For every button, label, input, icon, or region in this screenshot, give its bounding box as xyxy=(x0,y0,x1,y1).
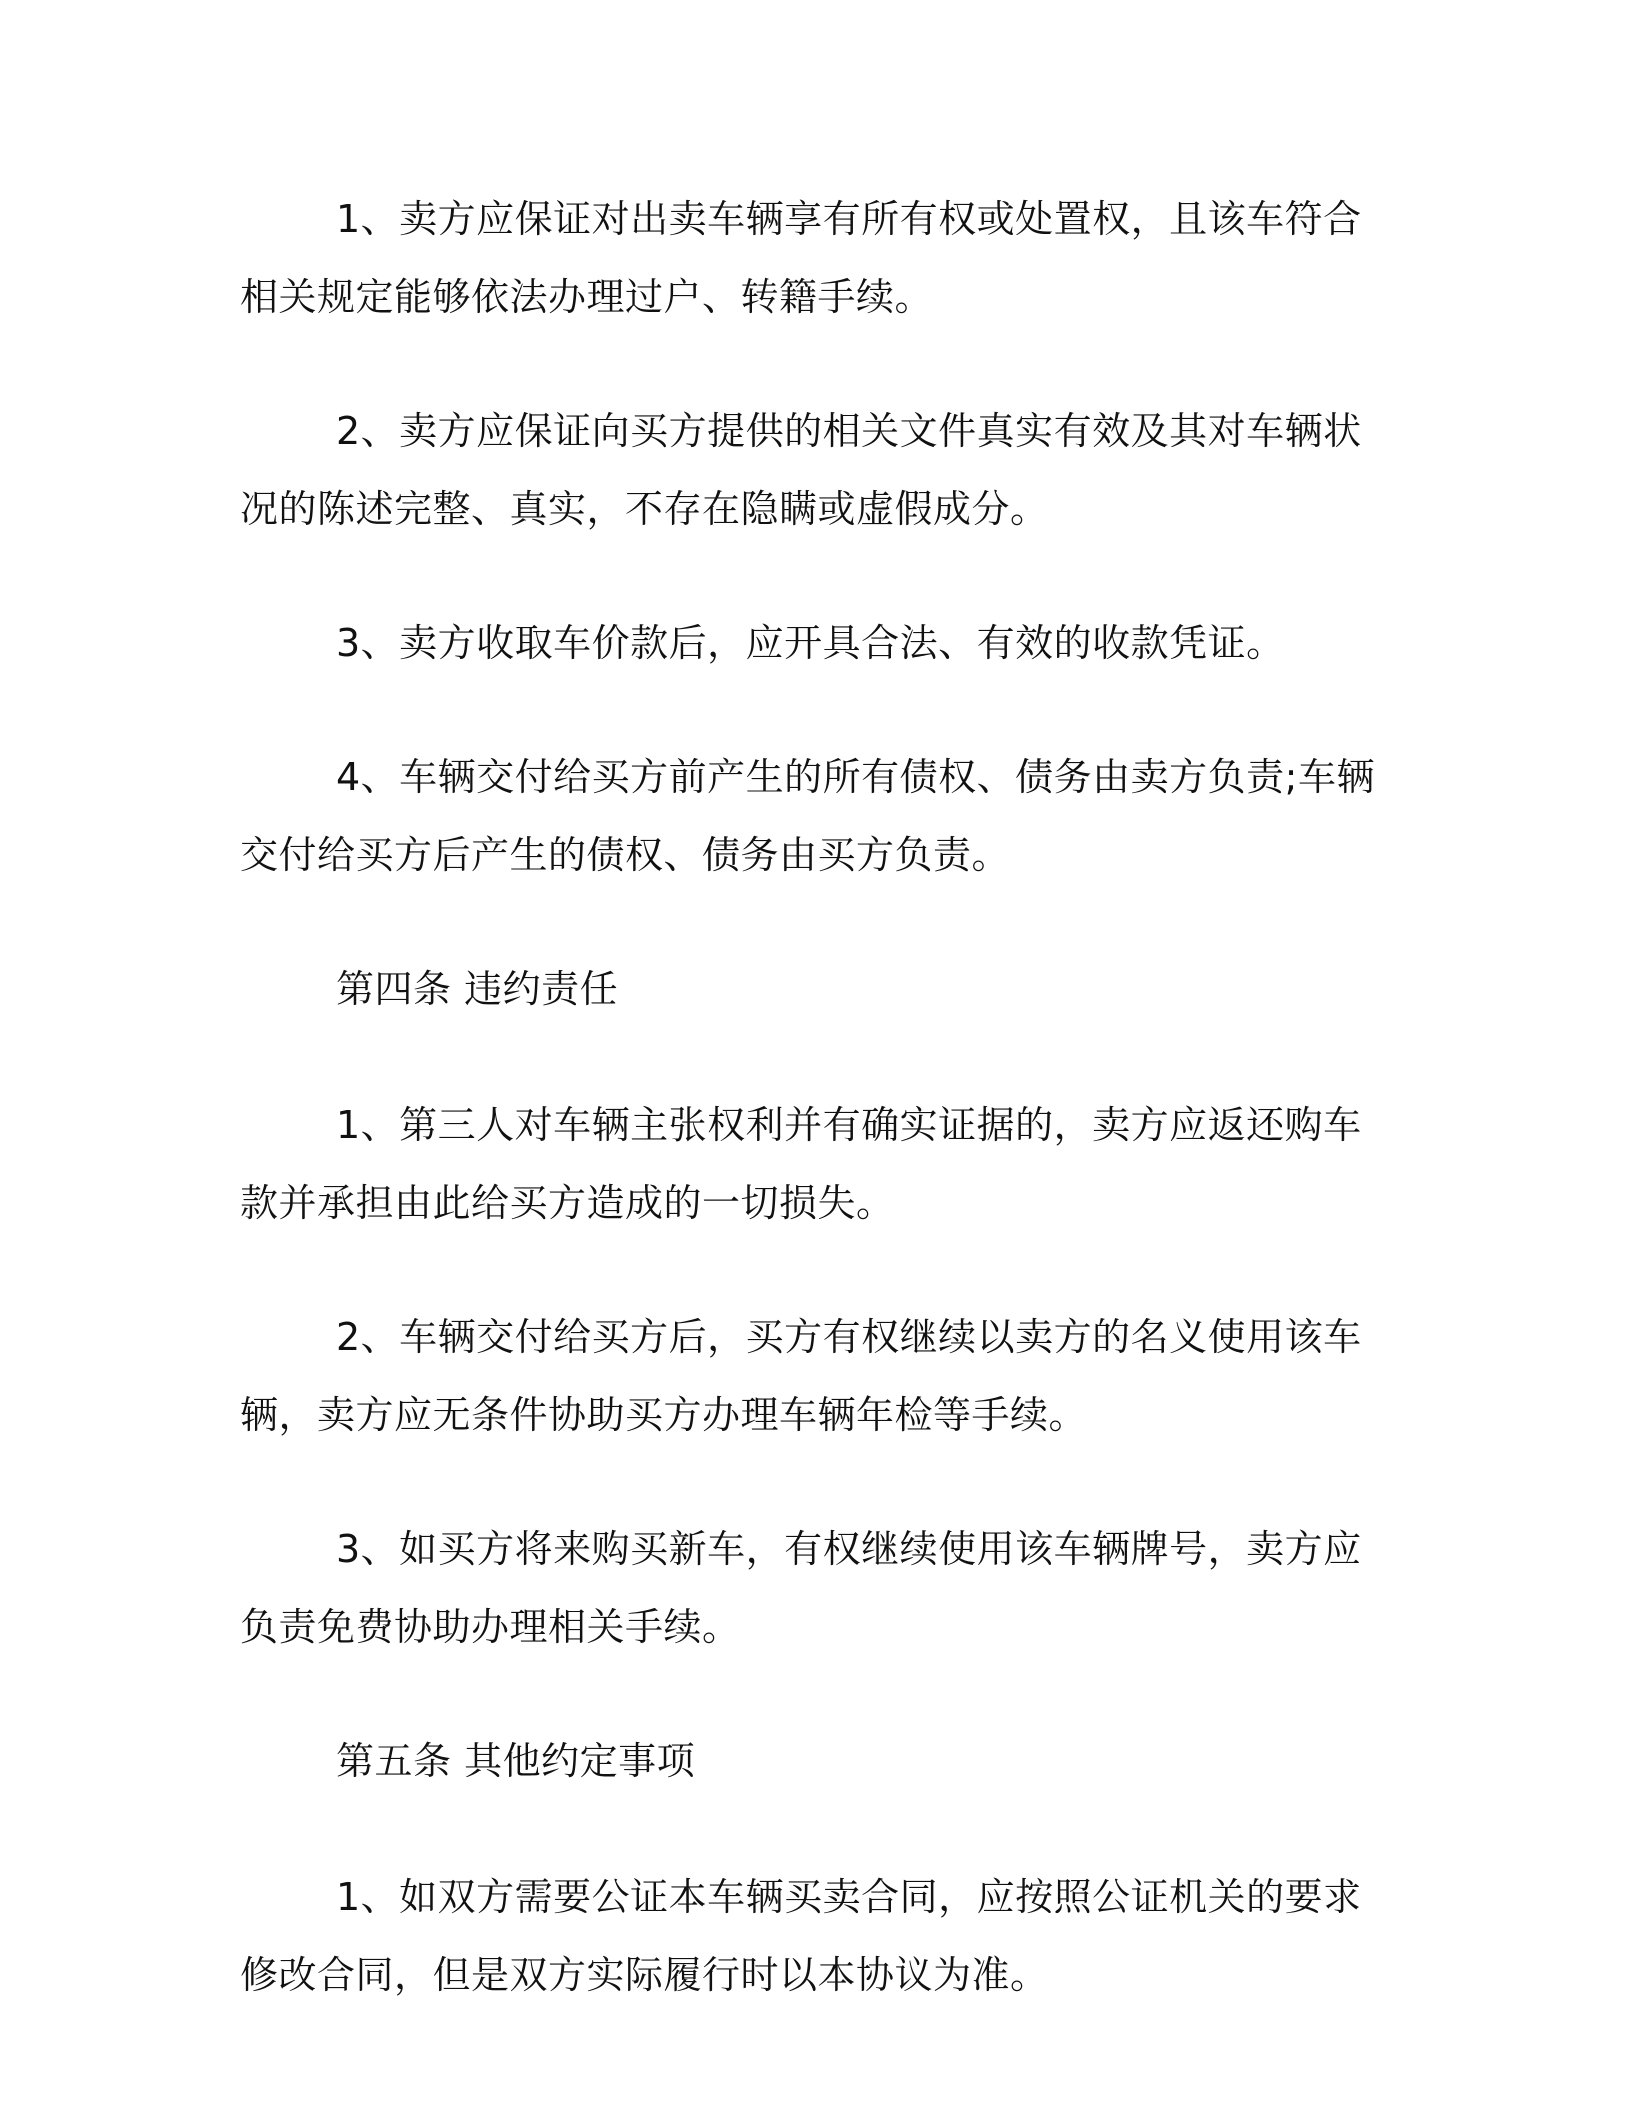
clause-seller-receipt: 3、卖方收取车价款后，应开具合法、有效的收款凭证。 xyxy=(336,621,1285,665)
clause-seller-ownership: 1、卖方应保证对出卖车辆享有所有权或处置权，且该车符合相关规定能够依法办理过户、转籍手续。 xyxy=(240,197,1362,319)
clause-notarization: 1、如双方需要公证本车辆买卖合同，应按照公证机关的要求修改合同，但是双方实际履行时以本协议为准。 xyxy=(240,1875,1362,1997)
clause-third-party-claims: 1、第三人对车辆主张权利并有确实证据的，卖方应返还购车款并承担由此给买方造成的一切损失。 xyxy=(240,1103,1362,1225)
clause-debts-responsibility: 4、车辆交付给买方前产生的所有债权、债务由卖方负责;车辆交付给买方后产生的债权、债务由买方负责。 xyxy=(240,755,1375,877)
article-five-heading: 第五条 其他约定事项 xyxy=(336,1739,696,1783)
document-body xyxy=(240,180,1385,2070)
clause-use-seller-name: 2、车辆交付给买方后，买方有权继续以卖方的名义使用该车辆，卖方应无条件协助买方办理车辆年检等手续。 xyxy=(240,1315,1362,1437)
clause-license-plate: 3、如买方将来购买新车，有权继续使用该车辆牌号，卖方应负责免费协助办理相关手续。 xyxy=(240,1527,1362,1649)
article-four-heading: 第四条 违约责任 xyxy=(336,967,619,1011)
clause-seller-documents: 2、卖方应保证向买方提供的相关文件真实有效及其对车辆状况的陈述完整、真实，不存在隐瞒或虚假成分。 xyxy=(240,409,1362,531)
